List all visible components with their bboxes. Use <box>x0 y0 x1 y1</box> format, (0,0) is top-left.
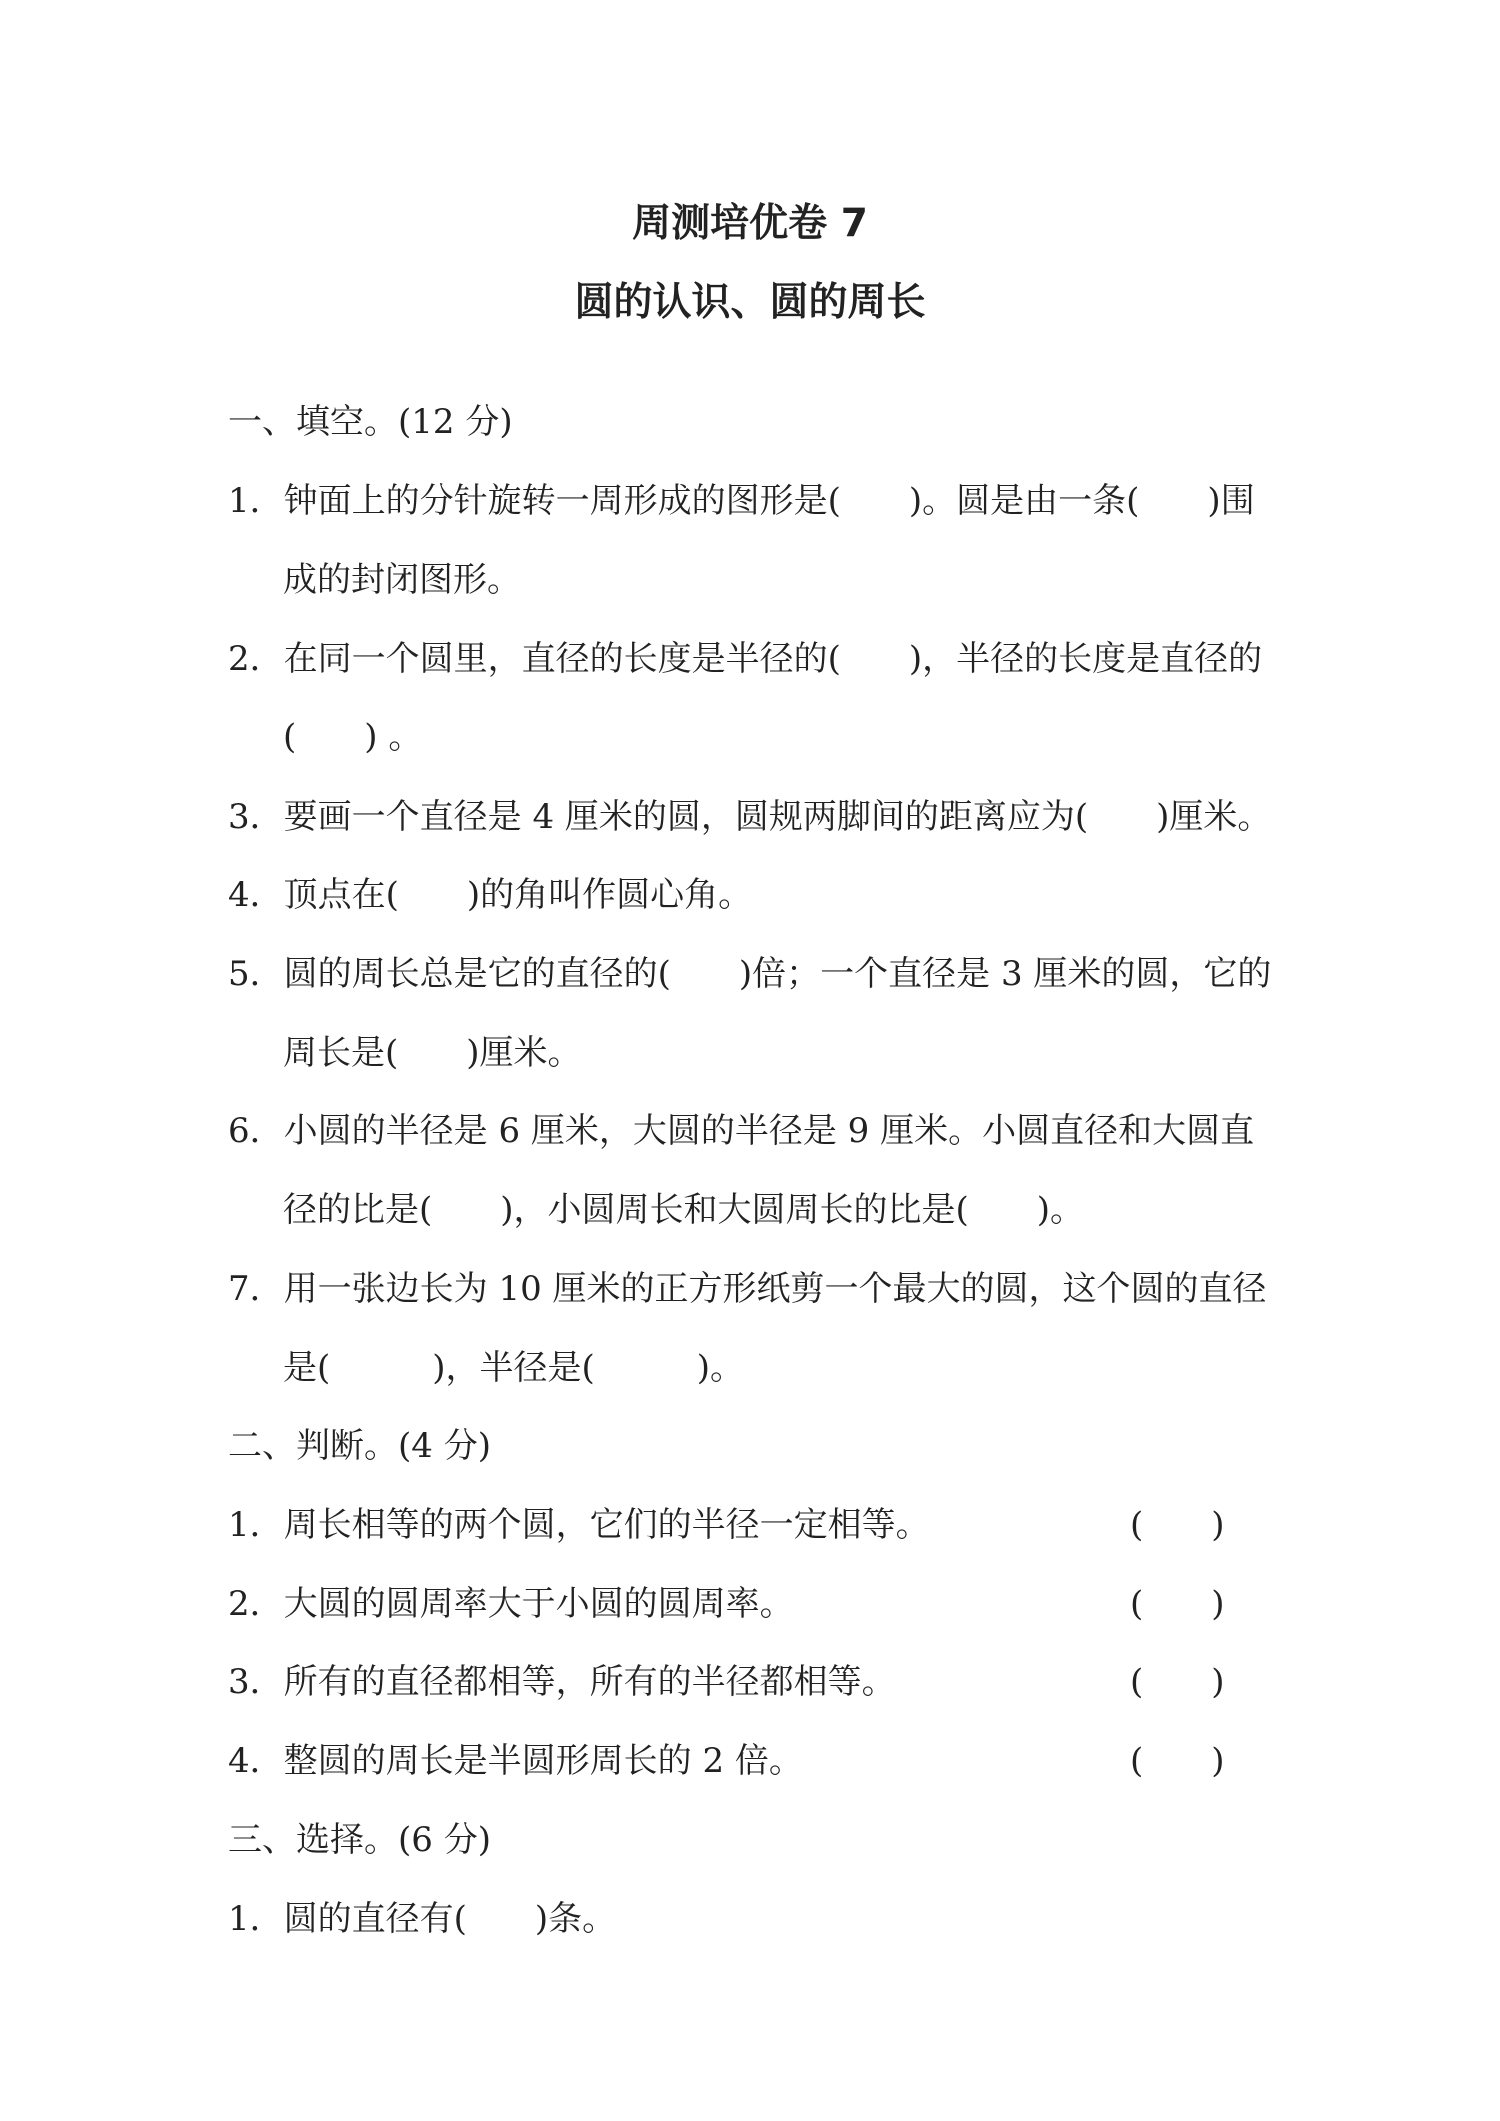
worksheet-subtitle: 圆的认识、圆的周长 <box>574 280 926 325</box>
fill-question-2-line-2: ( ) 。 <box>283 717 423 757</box>
section-heading-fill-blank: 一、填空。(12 分) <box>228 402 513 442</box>
judge-answer-bracket-2: ( ) <box>1130 1584 1225 1624</box>
fill-question-7-line-1: 7．用一张边长为 10 厘米的正方形纸剪一个最大的圆，这个圆的直径 <box>228 1269 1267 1309</box>
fill-question-1-line-2: 成的封闭图形。 <box>283 560 521 600</box>
section-heading-multiple-choice: 三、选择。(6 分) <box>228 1820 491 1860</box>
fill-question-6-line-1: 6．小圆的半径是 6 厘米，大圆的半径是 9 厘米。小圆直径和大圆直 <box>228 1111 1255 1151</box>
fill-question-7-line-2: 是( )，半径是( )。 <box>283 1348 745 1388</box>
judge-answer-bracket-3: ( ) <box>1130 1662 1225 1702</box>
choice-question-1: 1．圆的直径有( )条。 <box>228 1899 617 1939</box>
fill-question-2-line-1: 2．在同一个圆里，直径的长度是半径的( )，半径的长度是直径的 <box>228 639 1263 679</box>
fill-question-6-line-2: 径的比是( )，小圆周长和大圆周长的比是( )。 <box>283 1190 1085 1230</box>
fill-question-5-line-2: 周长是( )厘米。 <box>283 1033 582 1073</box>
judge-answer-bracket-1: ( ) <box>1130 1505 1225 1545</box>
fill-question-4: 4．顶点在( )的角叫作圆心角。 <box>228 875 753 915</box>
judge-question-3: 3．所有的直径都相等，所有的半径都相等。 <box>228 1662 896 1702</box>
judge-answer-bracket-4: ( ) <box>1130 1741 1225 1781</box>
fill-question-5-line-1: 5．圆的周长总是它的直径的( )倍；一个直径是 3 厘米的圆，它的 <box>228 954 1272 994</box>
judge-question-1: 1．周长相等的两个圆，它们的半径一定相等。 <box>228 1505 930 1545</box>
worksheet-title: 周测培优卷 7 <box>632 201 868 246</box>
judge-question-4: 4．整圆的周长是半圆形周长的 2 倍。 <box>228 1741 803 1781</box>
section-heading-true-false: 二、判断。(4 分) <box>228 1426 491 1466</box>
fill-question-1-line-1: 1．钟面上的分针旋转一周形成的图形是( )。圆是由一条( )围 <box>228 481 1255 521</box>
judge-question-2: 2．大圆的圆周率大于小圆的圆周率。 <box>228 1584 794 1624</box>
fill-question-3: 3．要画一个直径是 4 厘米的圆，圆规两脚间的距离应为( )厘米。 <box>228 797 1272 837</box>
